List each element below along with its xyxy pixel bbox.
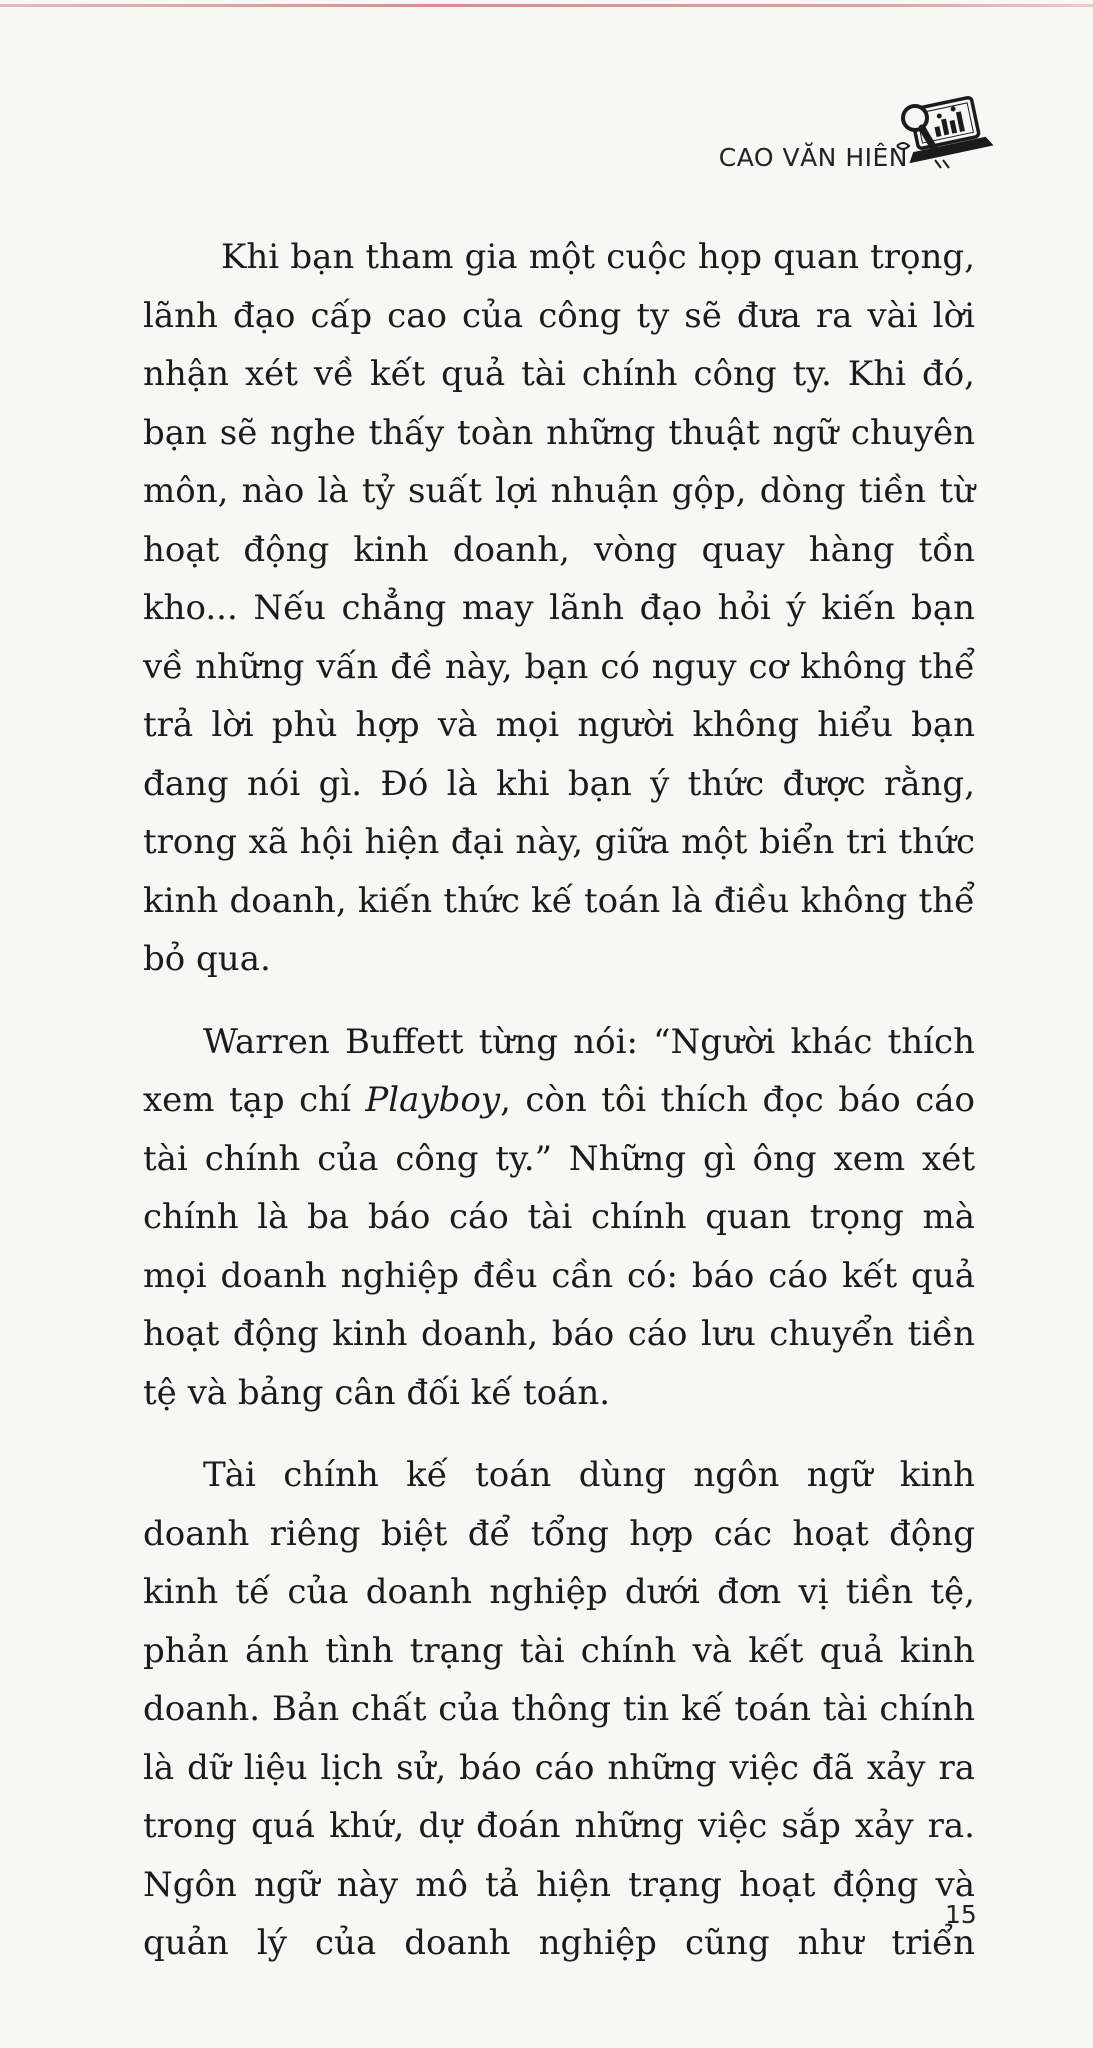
page-number: 15	[945, 1900, 977, 1929]
magazine-title: Playboy	[365, 1080, 501, 1120]
author-name: CAO VĂN HIÊN	[718, 143, 908, 172]
magnifier-laptop-chart-icon	[895, 88, 995, 188]
paragraph-2-text: Warren Buffett từng nói: “Người khác thích xem tạp chí Playboy, còn tôi thích đọc báo cáo tài chính của công ty.” Những gì ông xem xét chính là ba báo cáo tài chính quan trọng mà mọi doanh nghiệp đều cần có: báo cáo kết quả hoạt động kinh doanh, báo cáo lưu chuyển tiền tệ và bảng cân đối kế toán.	[143, 1021, 975, 1413]
body-text	[143, 228, 975, 1973]
paragraph-1: Khi bạn tham gia một cuộc họp quan trọng, lãnh đạo cấp cao của công ty sẽ đưa ra vài lời nhận xét về kết quả tài chính công ty. Khi đó, bạn sẽ nghe thấy toàn những thuật ngữ chuyên môn, nào là tỷ suất lợi nhuận gộp, dòng tiền từ hoạt động kinh doanh, vòng quay hàng tồn kho... Nếu chẳng may lãnh đạo hỏi ý kiến bạn về những vấn đề này, bạn có nguy cơ không thể trả lời phù hợp và mọi người không hiểu bạn đang nói gì. Đó là khi bạn ý thức được rằng, trong xã hội hiện đại này, giữa một biển tri thức kinh doanh, kiến thức kế toán là điều không thể bỏ qua.	[143, 237, 975, 979]
paragraph-3: Tài chính kế toán dùng ngôn ngữ kinh doanh riêng biệt để tổng hợp các hoạt động kinh tế của doanh nghiệp dưới đơn vị tiền tệ, phản ánh tình trạng tài chính và kết quả kinh doanh. Bản chất của thông tin kế toán tài chính là dữ liệu lịch sử, báo cáo những việc đã xảy ra trong quá khứ, dự đoán những việc sắp xảy ra. Ngôn ngữ này mô tả hiện trạng hoạt động và quản lý của doanh nghiệp cũng như triển	[143, 1455, 975, 1963]
top-border-line	[0, 4, 1093, 7]
paragraph-2	[143, 1013, 975, 1423]
running-header	[0, 88, 1093, 188]
